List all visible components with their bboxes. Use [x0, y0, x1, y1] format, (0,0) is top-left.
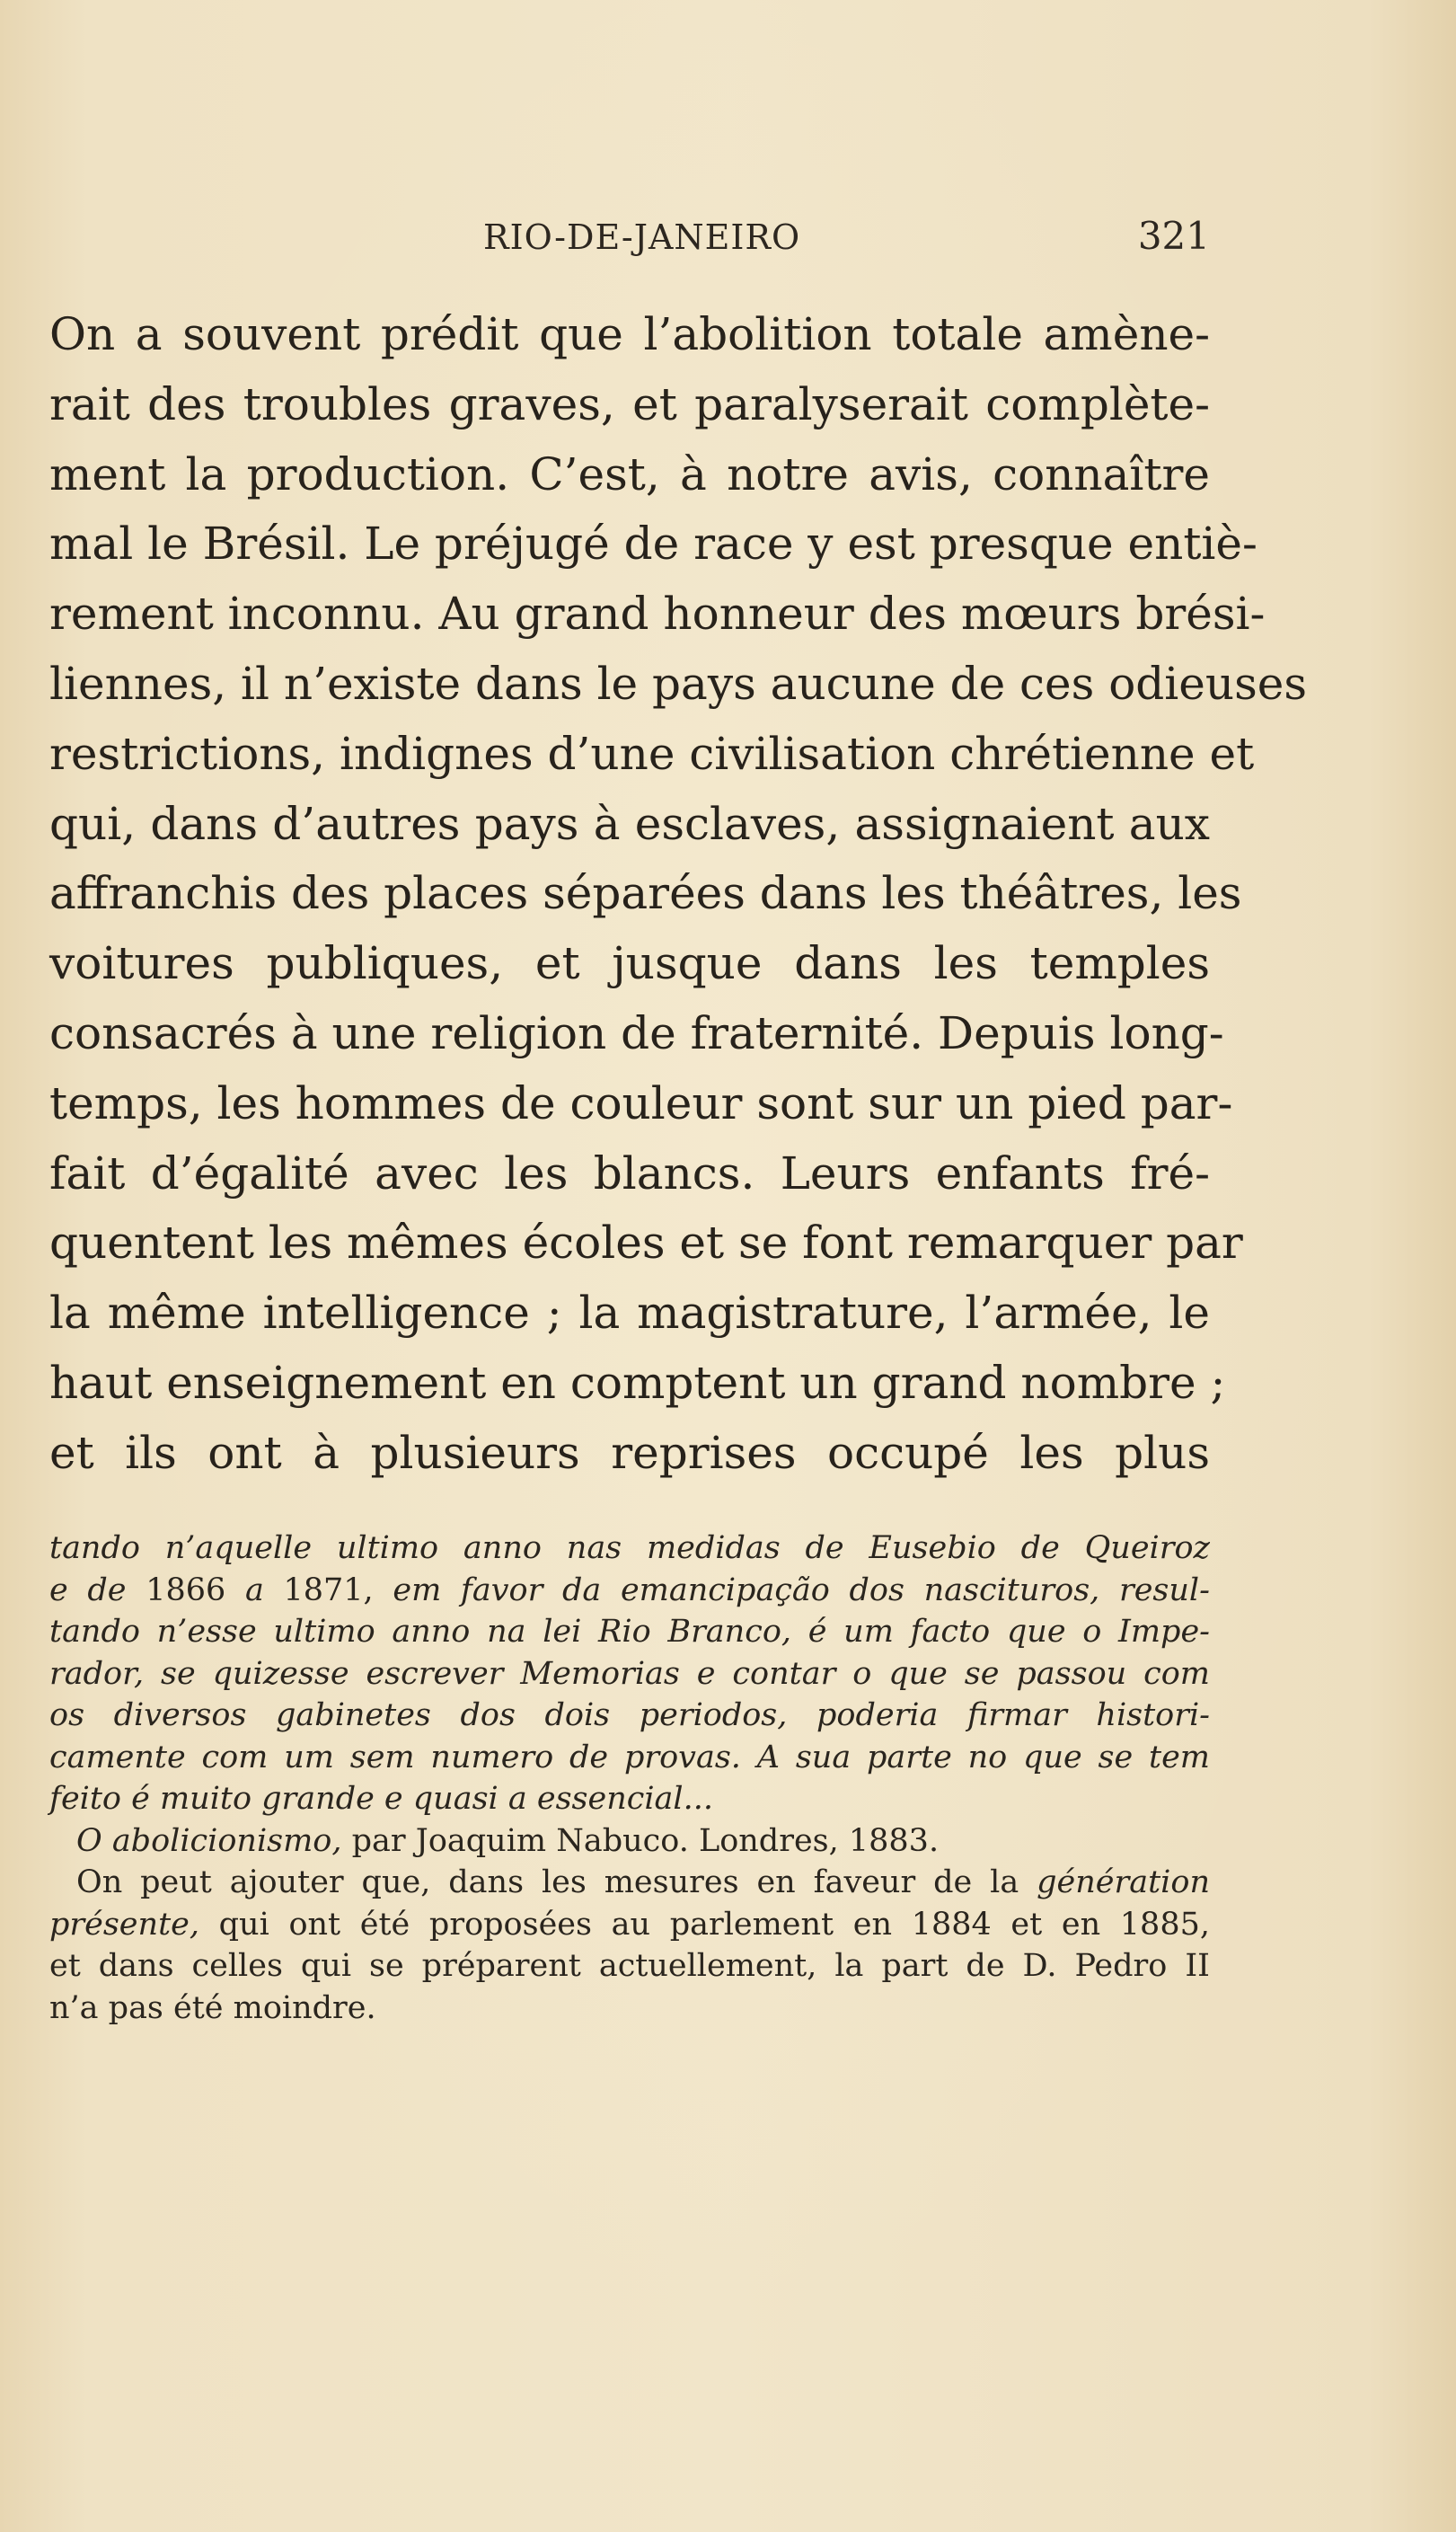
footnote-line: os diversos gabinetes dos dois periodos, poderia firmar histori- [49, 1697, 1210, 1733]
text-line: rait des troubles graves, et paralyserait complète- [49, 377, 1210, 430]
text-line: quentent les mêmes écoles et se font remarquer par [49, 1217, 1243, 1270]
running-title: RIO-DE-JANEIRO [483, 217, 801, 257]
footnote-line: rador, se quizesse escrever Memorias e contar o que se passou com [49, 1655, 1210, 1692]
text-line: haut enseignement en comptent un grand nombre ; [49, 1356, 1226, 1409]
text-line: ment la production. C’est, à notre avis, connaître [49, 447, 1210, 500]
text-line: temps, les hommes de couleur sont sur un pied par- [49, 1076, 1233, 1129]
text-line: fait d’égalité avec les blancs. Leurs enfants fré- [49, 1146, 1210, 1200]
text-line: voitures publiques, et jusque dans les temples [49, 937, 1210, 990]
page-header [49, 208, 1210, 271]
text-line: et ils ont à plusieurs reprises occupé les plus [49, 1426, 1210, 1479]
text-line: qui, dans d’autres pays à esclaves, assignaient aux [49, 797, 1210, 850]
text-line: liennes, il n’existe dans le pays aucune de ces odieuses [49, 657, 1307, 710]
footnote-line: tando n’esse ultimo anno na lei Rio Branco, é um facto que o Impe- [49, 1614, 1210, 1650]
footnote-line: et dans celles qui se préparent actuellement, la part de D. Pedro II [49, 1948, 1210, 1984]
text-line: la même intelligence ; la magistrature, l’armée, le [49, 1287, 1210, 1340]
footnote-line: n’a pas été moindre. [49, 1989, 376, 2026]
footnote-line: présente, qui ont été proposées au parlement en 1884 et en 1885, [49, 1906, 1210, 1943]
footnote-line: feito é muito grande e quasi a essencial... [49, 1781, 713, 1817]
footnote-citation: O abolicionismo, par Joaquim Nabuco. Londres, 1883. [76, 1822, 940, 1859]
footnote-line: On peut ajouter que, dans les mesures en faveur de la génération [76, 1864, 1210, 1900]
text-line: consacrés à une religion de fraternité. Depuis long- [49, 1006, 1224, 1059]
text-line: affranchis des places séparées dans les théâtres, les [49, 867, 1242, 920]
footnote-line: e de 1866 a 1871, em favor da emancipação dos nascituros, resul- [49, 1571, 1210, 1608]
text-line: rement inconnu. Au grand honneur des mœurs brési- [49, 588, 1266, 641]
main-paragraph [49, 300, 1307, 1489]
text-line: restrictions, indignes d’une civilisation chrétienne et [49, 727, 1255, 780]
page-number: 321 [1137, 214, 1210, 258]
footnote-line: tando n’aquelle ultimo anno nas medidas de Eusebio de Queiroz [49, 1530, 1210, 1566]
text-line: mal le Brésil. Le préjugé de race y est presque entiè- [49, 518, 1257, 571]
footnote [49, 1527, 1210, 2029]
footnote-line: camente com um sem numero de provas. A sua parte no que se tem [49, 1739, 1210, 1775]
text-line: On a souvent prédit que l’abolition totale amène- [49, 308, 1210, 360]
